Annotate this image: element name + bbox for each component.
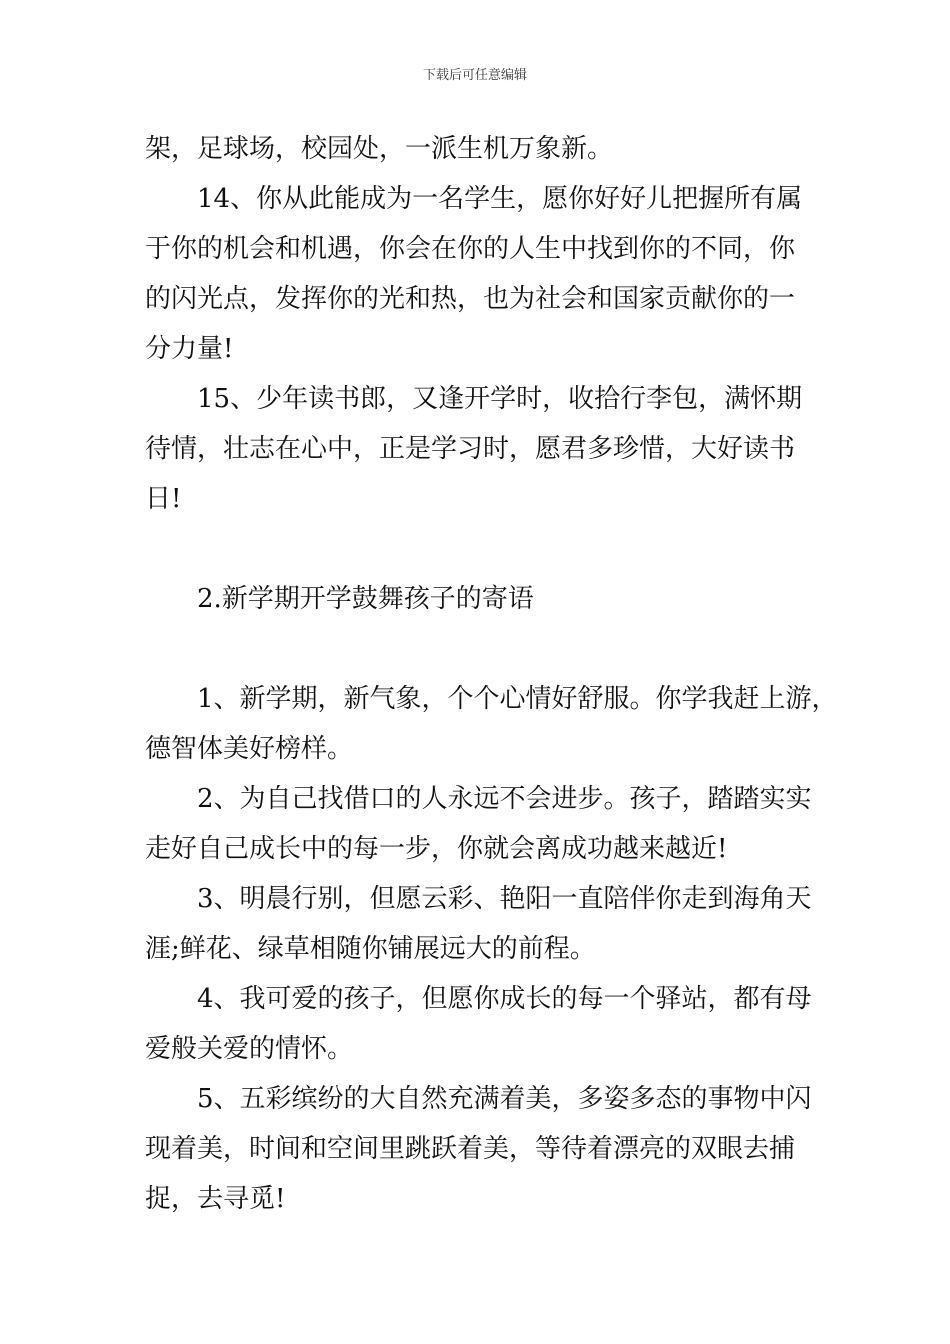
paragraph-line: 5、五彩缤纷的大自然充满着美，多姿多态的事物中闪 <box>197 1084 812 1114</box>
paragraph-line: 2、为自己找借口的人永远不会进步。孩子，踏踏实实 <box>197 784 812 814</box>
paragraph-line: 15、少年读书郎，又逢开学时，收拾行李包，满怀期 <box>197 384 803 414</box>
paragraph-line: 14、你从此能成为一名学生，愿你好好儿把握所有属 <box>197 184 803 214</box>
paragraph-line: 爱般关爱的情怀。 <box>145 1034 354 1064</box>
blank-line <box>145 524 830 574</box>
paragraph-line: 日! <box>145 484 182 514</box>
page-header: 下载后可任意编辑 <box>422 68 527 83</box>
section-heading: 2.新学期开学鼓舞孩子的寄语 <box>197 584 534 614</box>
paragraph-line: 架，足球场，校园处，一派生机万象新。 <box>145 134 614 164</box>
blank-line <box>145 624 830 674</box>
paragraph-line: 分力量! <box>145 334 234 364</box>
paragraph-line: 现着美，时间和空间里跳跃着美，等待着漂亮的双眼去捕 <box>145 1134 796 1164</box>
paragraph-line: 4、我可爱的孩子，但愿你成长的每一个驿站，都有母 <box>197 984 812 1014</box>
document-body <box>145 124 838 1224</box>
paragraph-line: 走好自己成长中的每一步，你就会离成功越来越近! <box>145 834 728 864</box>
paragraph-line: 涯;鲜花、绿草相随你铺展远大的前程。 <box>145 934 596 964</box>
paragraph-line: 的闪光点，发挥你的光和热，也为社会和国家贡献你的一 <box>145 284 796 314</box>
paragraph-line: 1、新学期，新气象，个个心情好舒服。你学我赶上游， <box>197 684 838 714</box>
paragraph-line: 待情，壮志在心中，正是学习时，愿君多珍惜，大好读书 <box>145 434 796 464</box>
paragraph-line: 捉，去寻觅! <box>145 1184 286 1214</box>
paragraph-line: 于你的机会和机遇，你会在你的人生中找到你的不同，你 <box>145 234 796 264</box>
paragraph-line: 3、明晨行别，但愿云彩、艳阳一直陪伴你走到海角天 <box>197 884 812 914</box>
paragraph-line: 德智体美好榜样。 <box>145 734 354 764</box>
